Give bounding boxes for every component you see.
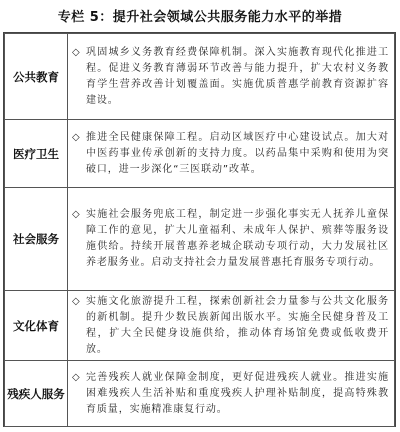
table-row bbox=[5, 34, 395, 120]
table-row bbox=[5, 291, 395, 361]
table-row bbox=[5, 361, 395, 427]
row-label-disability-services: 残疾人服务 bbox=[5, 361, 68, 427]
row-label-social-services: 社会服务 bbox=[5, 188, 68, 291]
row-content-culture-sports bbox=[68, 291, 395, 361]
row-label-public-education: 公共教育 bbox=[5, 34, 68, 120]
table-row bbox=[5, 120, 395, 188]
row-text: 巩固城乡义务教育经费保障机制。深入实施教育现代化推进工程。促进义务教育薄弱环节改善与能力提升，扩大农村义务教育学生营养改善计划覆盖面。实施优质普惠学前教育资源扩容建设。 bbox=[86, 46, 389, 106]
page-title: 专栏 5：提升社会领域公共服务能力水平的举措 bbox=[57, 10, 343, 25]
diamond-bullet-icon: ◇ bbox=[72, 295, 80, 307]
diamond-bullet-icon: ◇ bbox=[72, 46, 80, 58]
row-content-medical-health bbox=[68, 120, 395, 188]
row-text: 实施文化旅游提升工程，探索创新社会力量参与公共文化服务的新机制。提升少数民族新闻出版水平。实施全民健身普及工程，扩大全民健身设施供给，推动体育场馆免费或低收费开放。 bbox=[86, 295, 389, 355]
row-text: 实施社会服务兜底工程，制定进一步强化事实无人抚养儿童保障工作的意见，扩大儿童福利、未成年人保护、殡葬等服务设施供给。持续开展普惠养老城企联动专项行动，大力发展社区养老服务业。启动支持社会力量发展普惠托育服务专项行动。 bbox=[86, 209, 389, 268]
row-content-public-education bbox=[68, 34, 395, 120]
measures-table bbox=[3, 32, 396, 427]
row-text: 推进全民健康保障工程。启动区域医疗中心建设试点。加大对中医药事业传承创新的支持力度。以药品集中采购和使用为突破口，进一步深化“三医联动”改革。 bbox=[86, 131, 389, 175]
row-label-medical-health: 医疗卫生 bbox=[5, 120, 68, 188]
row-label-culture-sports: 文化体育 bbox=[5, 291, 68, 361]
table-row bbox=[5, 188, 395, 291]
diamond-bullet-icon: ◇ bbox=[72, 209, 80, 220]
diamond-bullet-icon: ◇ bbox=[72, 131, 80, 143]
diamond-bullet-icon: ◇ bbox=[72, 371, 80, 383]
row-content-disability-services bbox=[68, 361, 395, 427]
measures-table-grid bbox=[4, 33, 395, 427]
row-text: 完善残疾人就业保障金制度，更好促进残疾人就业。推进实施困难残疾人生活补贴和重度残疾人护理补贴制度，提高特殊教育质量，实施精准康复行动。 bbox=[86, 371, 389, 415]
row-content-social-services bbox=[68, 188, 395, 291]
